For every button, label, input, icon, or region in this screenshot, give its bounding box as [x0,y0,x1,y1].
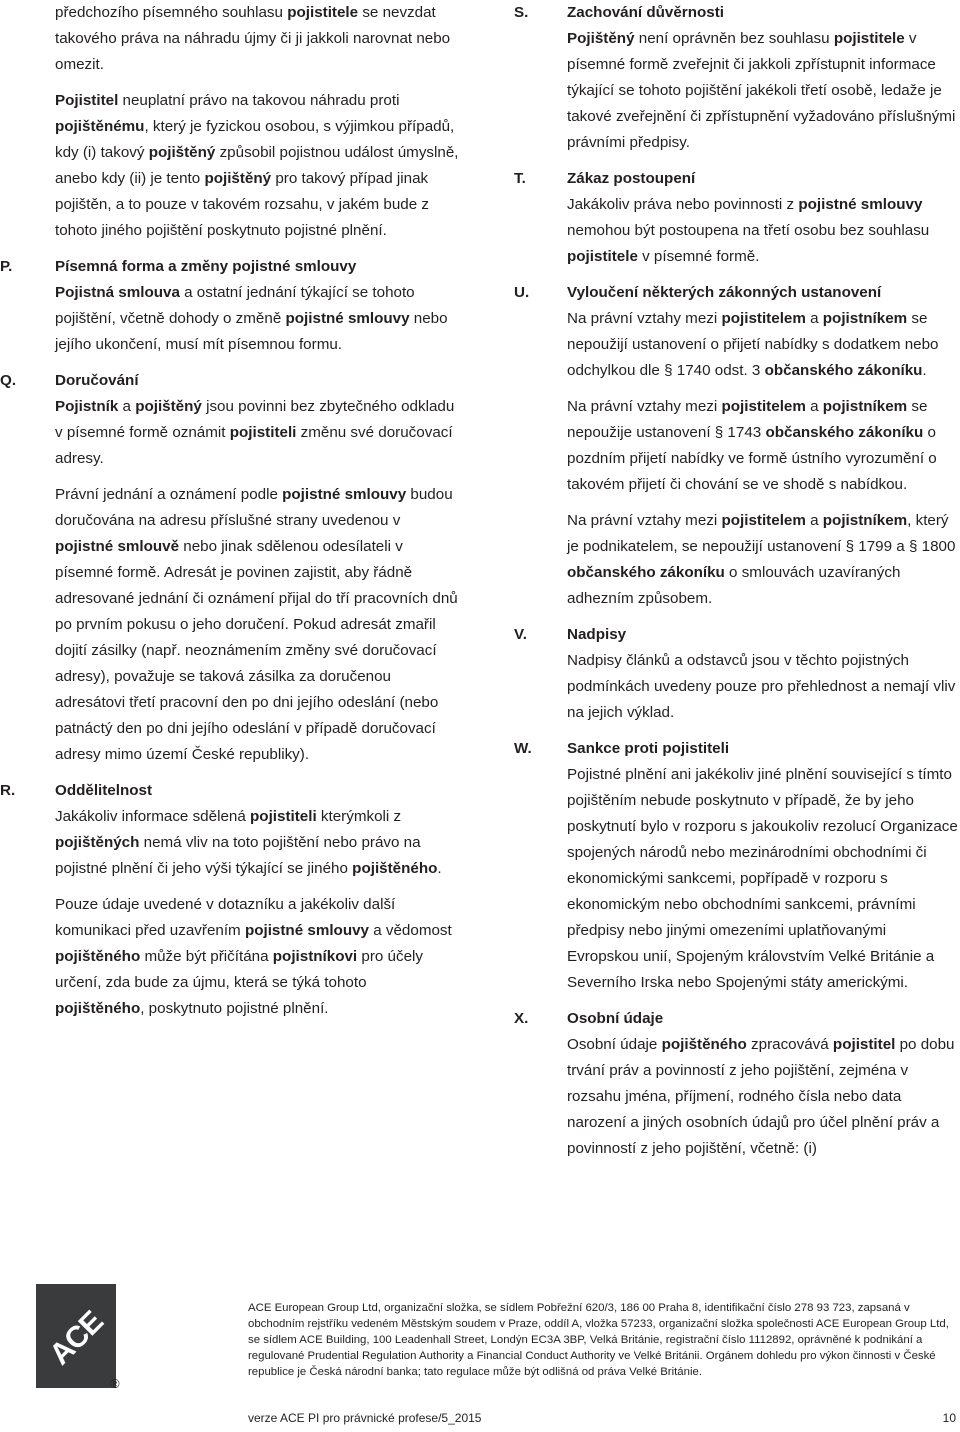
defined-term: Pojistník [55,398,119,415]
section-letter: P. [0,258,13,275]
defined-term: pojištěného [661,1036,747,1053]
section-letter: S. [514,4,529,21]
defined-term: pojistitelem [721,512,806,529]
text-run: a [805,512,823,529]
defined-term: pojistníkovi [272,948,358,965]
section-letter: T. [514,170,526,187]
text-run: o smlouvách uzavíraných adhezním způsobem. [567,564,901,607]
text-run: o pozdním přijetí nabídky ve formě ústního vyrozumění o takovém přijetí či chování se ve shodě s nabídkou. [567,424,937,493]
defined-term: pojistníkem [822,512,908,529]
paragraph [55,280,460,358]
defined-term: pojistné smlouvy [282,486,407,503]
text-run: , který je podnikatelem, se nepoužijí ustanovení § 1799 a § 1800 [567,512,956,555]
defined-term: Pojistná smlouva [55,284,180,301]
text-run: se nevzdat takového práva na náhradu újmy či ji jakkoli narovnat nebo omezit. [55,4,451,73]
section-r [0,778,460,1022]
text-run: , který je fyzickou osobou, s výjimkou případů, kdy (i) takový [55,118,455,161]
text-run: po dobu trvání práv a povinností z jeho pojištění, zejména v rozsahu jména, příjmení, rodného čísla nebo data narození a jiných osobních údajů pro účel plnění práv a povinností z jeho pojištění, včetně: (i) [567,1036,955,1157]
text-run: a [805,398,823,415]
text-run: a vědomost [369,922,452,939]
paragraph [55,88,460,244]
defined-term: pojistiteli [250,808,317,825]
paragraph [567,762,960,996]
section-u [512,280,960,612]
defined-term: pojistné smlouvy [798,196,923,213]
text-run: Jakákoliv informace sdělená [55,808,251,825]
paragraph [55,0,460,78]
section-letter: W. [514,740,532,757]
company-info: ACE European Group Ltd, organizační složka, se sídlem Pobřežní 620/3, 186 00 Praha 8, identifikační číslo 278 93 723, zapsaná v obchodním rejstříku vedeném Městským soudem v Praze, oddíl A, vložka 57233, organizační složka společnosti ACE European Group Ltd, se sídlem ACE Building, 100 Leadenhall Street, Londýn EC3A 3BP, Velká Británie, registrační číslo 1112892, oprávněné k podnikání a regulované Prudential Regulation Authority a Financial Conduct Authority ve Velké Británii. Orgánem dohledu pro výkon činnosti v České republice je Česká národní banka; tato regulace může být odlišná od práva Velké Británie. [248,1302,949,1378]
defined-term: pojištěných [55,834,140,851]
text-run: budou doručována na adresu příslušné strany uvedenou v [55,486,453,529]
text-run: Jakákoliv práva nebo povinnosti z [567,196,799,213]
section-t [512,166,960,270]
paragraph [567,26,960,156]
defined-term: občanského zákoníku [765,424,924,441]
section-x [512,1006,960,1162]
text-run: nemohou být postoupena na třetí osobu bez souhlasu [567,222,930,239]
defined-term: občanského zákoníku [567,564,725,581]
section-w [512,736,960,996]
paragraph [55,804,460,882]
text-run: se nepoužije ustanovení § 1743 [567,398,928,441]
document-version: verze ACE PI pro právnické profese/5_2015 [248,1411,482,1425]
paragraph [55,892,460,1022]
paragraph [567,394,960,498]
defined-term: pojištěného [55,948,141,965]
text-run: Osobní údaje [567,1036,662,1053]
defined-term: pojistiteli [229,424,297,441]
paragraph [55,482,460,768]
defined-term: pojistitelem [721,310,806,327]
right-column [512,0,960,1162]
section-heading: Zachování důvěrnosti [567,4,724,21]
text-run: Právní jednání a oznámení podle [55,486,283,503]
defined-term: pojistitele [287,4,359,21]
defined-term: pojistitelem [721,398,806,415]
defined-term: pojistné smlouvy [244,922,369,939]
registered-mark: ® [110,1376,120,1391]
text-run: v písemné formě. [637,248,760,265]
defined-term: pojistníkem [822,398,908,415]
defined-term: pojištěného [55,1000,141,1017]
defined-term: pojištěného [352,860,438,877]
section-heading: Oddělitelnost [55,782,153,799]
page-number: 10 [942,1411,956,1425]
text-run: změnu své doručovací adresy. [55,424,453,467]
text-run: pro účely určení, zda bude za újmu, která se týká tohoto [55,948,424,991]
section-letter: X. [514,1010,529,1027]
paragraph [567,648,960,726]
section-letter: R. [0,782,16,799]
text-run: nebo jejího ukončení, musí mít písemnou formu. [55,310,448,353]
defined-term: pojistné smlouvy [285,310,410,327]
defined-term: pojištěný [135,398,202,415]
defined-term: Pojistitel [55,92,119,109]
text-run: Pojistné plnění ani jakékoliv jiné plnění související s tímto pojištěním nebude poskytnuto v případě, že by jeho poskytnutí bylo v rozporu s jakoukoliv rezolucí Organizace spojených národů nebo mezinárodními obchodními či ekonomickými sankcemi, popřípadě v rozporu s ekonomickým nebo obchodními sankcemi, právními předpisy nebo jinými omezeními uplatňovanými Evropskou unií, Spojeným královstvím Velké Británie a Severního Irska nebo Spojenými státy americkými. [567,766,958,991]
text-run: v písemné formě zveřejnit či jakkoli zpřístupnit informace týkající se tohoto pojištění jakékoli třetí osobě, ledaže je takové zveřejnění či zpřístupnění vyžadováno příslušnými právními předpisy. [567,30,956,151]
left-column [0,0,460,1022]
section-heading: Doručování [55,372,139,389]
section-heading: Písemná forma a změny pojistné smlouvy [55,258,357,275]
paragraph [567,1032,960,1162]
text-run: nemá vliv na toto pojištění nebo právo na pojistné plnění či jeho výši týkající se jiného [55,834,421,877]
section-heading: Vyloučení některých zákonných ustanovení [567,284,882,301]
text-run: může být přičítána [140,948,273,965]
section-p [0,254,460,358]
text-run: . [437,860,442,877]
text-run: a [805,310,823,327]
text-run: pro takový případ jinak pojištěn, a to pouze v takovém rozsahu, v jakém bude z tohoto jiného pojištění poskytnuto pojistné plnění. [55,170,429,239]
section-heading: Nadpisy [567,626,627,643]
text-run: zpracovává [746,1036,833,1053]
defined-term: pojištěnému [55,118,145,135]
defined-term: Pojištěný [567,30,635,47]
text-run: se nepoužijí ustanovení o přijetí nabídky s dodatkem nebo odchylkou dle § 1740 odst. 3 [567,310,939,379]
text-run: není oprávněn bez souhlasu [634,30,834,47]
ace-logo [36,1284,116,1388]
page-footer [0,1280,960,1432]
section-letter: U. [514,284,530,301]
text-run: Na právní vztahy mezi [567,398,722,415]
paragraph [567,508,960,612]
logo-text: ACE [43,1305,110,1372]
text-run: a ostatní jednání týkající se tohoto pojištění, včetně dohody o změně [55,284,415,327]
section-heading: Osobní údaje [567,1010,664,1027]
text-run: neuplatní právo na takovou náhradu proti [118,92,400,109]
section-letter: V. [514,626,527,643]
text-run: Na právní vztahy mezi [567,310,722,327]
paragraph [567,192,960,270]
text-run: způsobil pojistnou událost úmyslně, anebo kdy (ii) je tento [55,144,459,187]
section-heading: Sankce proti pojistiteli [567,740,730,757]
section-intro [0,0,460,244]
text-run: kterýmkoli z [316,808,402,825]
defined-term: pojistné smlouvě [55,538,180,555]
text-run: . [922,362,927,379]
defined-term: pojistitel [832,1036,896,1053]
defined-term: pojištěný [204,170,272,187]
section-q [0,368,460,768]
defined-term: pojistníkem [822,310,908,327]
text-run: předchozího písemného souhlasu [55,4,288,21]
section-heading: Zákaz postoupení [567,170,696,187]
section-s [512,0,960,156]
text-run: nebo jinak sdělenou odesílateli v písemné formě. Adresát je povinen zajistit, aby řádně adresované jednání či oznámení přijal do tří pracovních dnů po prvním pokusu o jeho doručení. Pokud adresát zmařil dojití zásilky (např. neoznámením změny své doručovací adresy), považuje se taková zásilka za doručenou adresátovi třetí pracovní den po dni jejího odeslání (nebo patnáctý den po dni jejího odeslání v případě doručovací adresy mimo území České republiky). [55,538,458,763]
text-run: Pouze údaje uvedené v dotazníku a jakékoliv další komunikaci před uzavřením [55,896,396,939]
text-run: Na právní vztahy mezi [567,512,722,529]
defined-term: pojistitele [833,30,905,47]
paragraph [567,306,960,384]
text-run: , poskytnuto pojistné plnění. [140,1000,329,1017]
text-run: jsou povinni bez zbytečného odkladu v písemné formě oznámit [55,398,455,441]
section-letter: Q. [0,372,17,389]
text-run: Nadpisy článků a odstavců jsou v těchto pojistných podmínkách uvedeny pouze pro přehlednost a nemají vliv na jejich výklad. [567,652,956,721]
paragraph [55,394,460,472]
defined-term: pojištěný [148,144,216,161]
defined-term: občanského zákoníku [764,362,923,379]
defined-term: pojistitele [567,248,638,265]
section-v [512,622,960,726]
text-run: a [118,398,136,415]
